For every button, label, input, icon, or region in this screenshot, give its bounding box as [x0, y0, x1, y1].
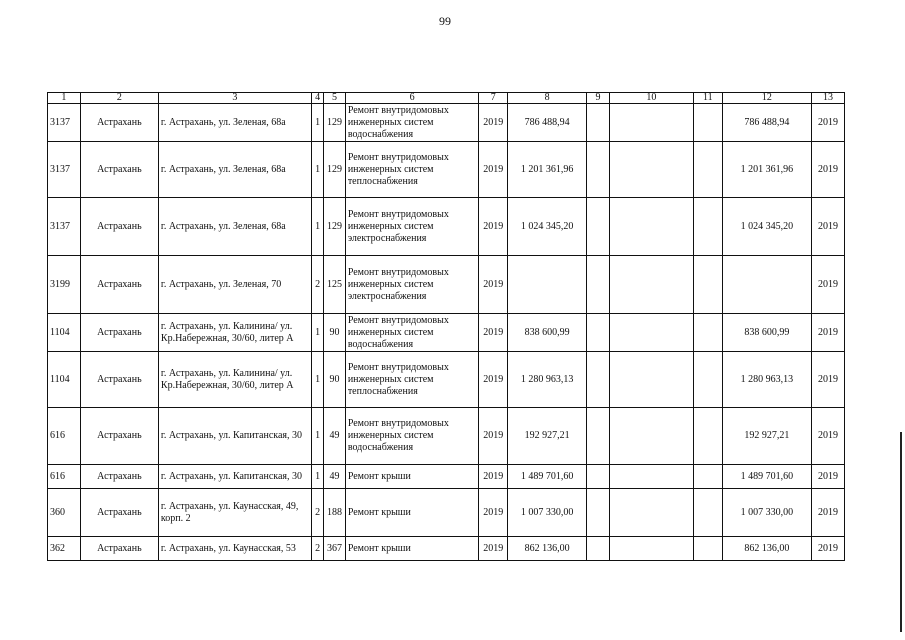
total-cell: 1 280 963,13 [722, 352, 811, 408]
column-11-cell [693, 537, 722, 561]
amount-cell: 786 488,94 [508, 104, 587, 142]
column-10-cell [609, 489, 693, 537]
total-cell: 1 201 361,96 [722, 142, 811, 198]
amount-cell [508, 256, 587, 314]
column-5-cell: 129 [324, 104, 346, 142]
address-cell: г. Астрахань, ул. Калинина/ ул. Кр.Набережная, 30/60, литер А [158, 314, 311, 352]
column-10-cell [609, 256, 693, 314]
header-cell: 6 [345, 93, 479, 104]
work-type-cell: Ремонт внутридомовых инженерных систем теплоснабжения [345, 352, 479, 408]
total-cell: 1 007 330,00 [722, 489, 811, 537]
total-cell: 1 489 701,60 [722, 465, 811, 489]
completion-year-cell: 2019 [812, 142, 845, 198]
amount-cell: 1 280 963,13 [508, 352, 587, 408]
column-11-cell [693, 104, 722, 142]
amount-cell: 1 007 330,00 [508, 489, 587, 537]
table-row [48, 465, 845, 489]
work-type-cell: Ремонт внутридомовых инженерных систем электроснабжения [345, 256, 479, 314]
header-cell: 4 [311, 93, 323, 104]
column-5-cell: 129 [324, 142, 346, 198]
column-4-cell: 1 [311, 352, 323, 408]
column-10-cell [609, 537, 693, 561]
column-4-cell: 2 [311, 256, 323, 314]
object-id-cell: 360 [48, 489, 81, 537]
column-9-cell [587, 408, 610, 465]
table-row [48, 256, 845, 314]
page-number: 99 [439, 14, 451, 28]
city-cell: Астрахань [80, 142, 158, 198]
column-11-cell [693, 352, 722, 408]
work-type-cell: Ремонт внутридомовых инженерных систем водоснабжения [345, 104, 479, 142]
total-cell: 786 488,94 [722, 104, 811, 142]
column-10-cell [609, 314, 693, 352]
city-cell: Астрахань [80, 352, 158, 408]
work-type-cell: Ремонт внутридомовых инженерных систем теплоснабжения [345, 142, 479, 198]
object-id-cell: 616 [48, 408, 81, 465]
work-type-cell: Ремонт крыши [345, 489, 479, 537]
completion-year-cell: 2019 [812, 408, 845, 465]
address-cell: г. Астрахань, ул. Каунасская, 53 [158, 537, 311, 561]
object-id-cell: 3137 [48, 104, 81, 142]
work-type-cell: Ремонт внутридомовых инженерных систем водоснабжения [345, 314, 479, 352]
address-cell: г. Астрахань, ул. Зеленая, 68а [158, 198, 311, 256]
work-type-cell: Ремонт крыши [345, 537, 479, 561]
column-11-cell [693, 256, 722, 314]
year-cell: 2019 [479, 489, 508, 537]
column-4-cell: 1 [311, 198, 323, 256]
column-9-cell [587, 352, 610, 408]
column-5-cell: 367 [324, 537, 346, 561]
column-9-cell [587, 104, 610, 142]
city-cell: Астрахань [80, 104, 158, 142]
column-11-cell [693, 142, 722, 198]
header-cell: 12 [722, 93, 811, 104]
header-cell: 11 [693, 93, 722, 104]
year-cell: 2019 [479, 465, 508, 489]
year-cell: 2019 [479, 256, 508, 314]
year-cell: 2019 [479, 142, 508, 198]
completion-year-cell: 2019 [812, 489, 845, 537]
table-row [48, 489, 845, 537]
amount-cell: 838 600,99 [508, 314, 587, 352]
year-cell: 2019 [479, 104, 508, 142]
table-row [48, 352, 845, 408]
table-row [48, 198, 845, 256]
column-5-cell: 188 [324, 489, 346, 537]
address-cell: г. Астрахань, ул. Капитанская, 30 [158, 465, 311, 489]
city-cell: Астрахань [80, 408, 158, 465]
amount-cell: 1 024 345,20 [508, 198, 587, 256]
column-4-cell: 2 [311, 489, 323, 537]
total-cell: 192 927,21 [722, 408, 811, 465]
city-cell: Астрахань [80, 314, 158, 352]
amount-cell: 1 201 361,96 [508, 142, 587, 198]
completion-year-cell: 2019 [812, 352, 845, 408]
column-4-cell: 1 [311, 465, 323, 489]
city-cell: Астрахань [80, 256, 158, 314]
column-10-cell [609, 198, 693, 256]
address-cell: г. Астрахань, ул. Капитанская, 30 [158, 408, 311, 465]
city-cell: Астрахань [80, 198, 158, 256]
column-5-cell: 90 [324, 314, 346, 352]
column-4-cell: 1 [311, 104, 323, 142]
year-cell: 2019 [479, 408, 508, 465]
column-5-cell: 90 [324, 352, 346, 408]
column-5-cell: 125 [324, 256, 346, 314]
object-id-cell: 362 [48, 537, 81, 561]
year-cell: 2019 [479, 352, 508, 408]
address-cell: г. Астрахань, ул. Зеленая, 70 [158, 256, 311, 314]
column-10-cell [609, 142, 693, 198]
column-11-cell [693, 489, 722, 537]
header-cell: 10 [609, 93, 693, 104]
year-cell: 2019 [479, 198, 508, 256]
table-row [48, 537, 845, 561]
header-cell: 7 [479, 93, 508, 104]
address-cell: г. Астрахань, ул. Каунасская, 49, корп. 2 [158, 489, 311, 537]
column-9-cell [587, 314, 610, 352]
total-cell: 838 600,99 [722, 314, 811, 352]
column-10-cell [609, 465, 693, 489]
amount-cell: 862 136,00 [508, 537, 587, 561]
completion-year-cell: 2019 [812, 198, 845, 256]
header-cell: 8 [508, 93, 587, 104]
column-11-cell [693, 408, 722, 465]
table-row [48, 142, 845, 198]
column-5-cell: 49 [324, 465, 346, 489]
object-id-cell: 3137 [48, 198, 81, 256]
column-10-cell [609, 104, 693, 142]
repair-register-table [47, 92, 845, 561]
header-cell: 9 [587, 93, 610, 104]
page-edge-line [900, 432, 902, 632]
amount-cell: 1 489 701,60 [508, 465, 587, 489]
table-row [48, 104, 845, 142]
header-cell: 13 [812, 93, 845, 104]
column-10-cell [609, 352, 693, 408]
column-9-cell [587, 489, 610, 537]
column-9-cell [587, 256, 610, 314]
column-5-cell: 49 [324, 408, 346, 465]
column-11-cell [693, 198, 722, 256]
work-type-cell: Ремонт внутридомовых инженерных систем водоснабжения [345, 408, 479, 465]
column-9-cell [587, 142, 610, 198]
year-cell: 2019 [479, 537, 508, 561]
object-id-cell: 3199 [48, 256, 81, 314]
column-10-cell [609, 408, 693, 465]
total-cell: 1 024 345,20 [722, 198, 811, 256]
object-id-cell: 616 [48, 465, 81, 489]
column-9-cell [587, 537, 610, 561]
completion-year-cell: 2019 [812, 314, 845, 352]
address-cell: г. Астрахань, ул. Калинина/ ул. Кр.Набережная, 30/60, литер А [158, 352, 311, 408]
city-cell: Астрахань [80, 465, 158, 489]
column-9-cell [587, 198, 610, 256]
address-cell: г. Астрахань, ул. Зеленая, 68а [158, 142, 311, 198]
year-cell: 2019 [479, 314, 508, 352]
header-cell: 1 [48, 93, 81, 104]
completion-year-cell: 2019 [812, 256, 845, 314]
object-id-cell: 1104 [48, 314, 81, 352]
city-cell: Астрахань [80, 489, 158, 537]
object-id-cell: 1104 [48, 352, 81, 408]
completion-year-cell: 2019 [812, 465, 845, 489]
column-4-cell: 1 [311, 408, 323, 465]
work-type-cell: Ремонт крыши [345, 465, 479, 489]
city-cell: Астрахань [80, 537, 158, 561]
work-type-cell: Ремонт внутридомовых инженерных систем электроснабжения [345, 198, 479, 256]
total-cell: 862 136,00 [722, 537, 811, 561]
column-4-cell: 1 [311, 314, 323, 352]
column-11-cell [693, 465, 722, 489]
column-9-cell [587, 465, 610, 489]
header-row [48, 93, 845, 104]
column-5-cell: 129 [324, 198, 346, 256]
completion-year-cell: 2019 [812, 537, 845, 561]
table-row [48, 408, 845, 465]
amount-cell: 192 927,21 [508, 408, 587, 465]
address-cell: г. Астрахань, ул. Зеленая, 68а [158, 104, 311, 142]
header-cell: 2 [80, 93, 158, 104]
object-id-cell: 3137 [48, 142, 81, 198]
total-cell [722, 256, 811, 314]
column-4-cell: 1 [311, 142, 323, 198]
header-cell: 5 [324, 93, 346, 104]
completion-year-cell: 2019 [812, 104, 845, 142]
header-cell: 3 [158, 93, 311, 104]
column-4-cell: 2 [311, 537, 323, 561]
column-11-cell [693, 314, 722, 352]
table-row [48, 314, 845, 352]
